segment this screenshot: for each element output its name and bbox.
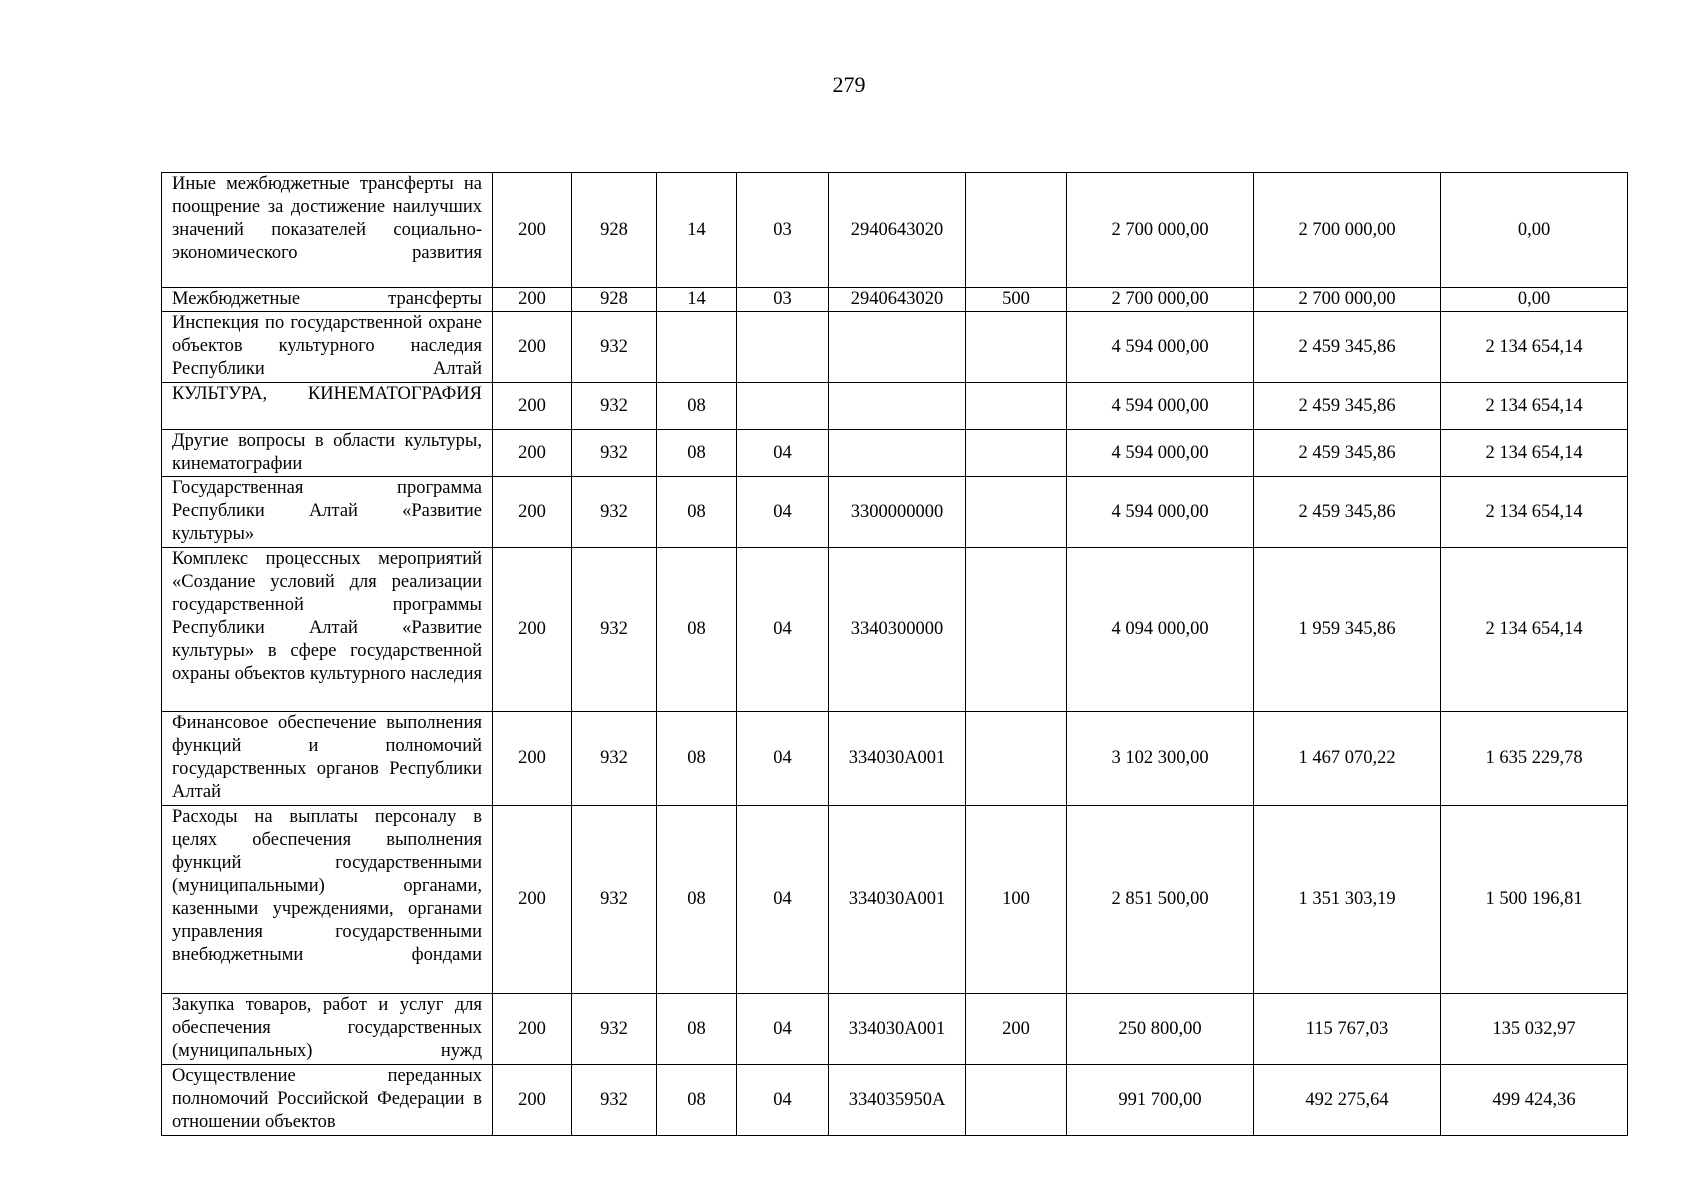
row-target-article-cell: 3340300000	[829, 548, 966, 712]
row-grbs-cell: 932	[572, 712, 657, 806]
row-expense-type-cell: 500	[966, 288, 1067, 312]
row-remainder-amount-cell: 499 424,36	[1441, 1065, 1628, 1136]
row-executed-amount-cell: 1 351 303,19	[1254, 806, 1441, 994]
table-row	[162, 994, 1628, 1065]
row-subsection-cell: 03	[737, 173, 829, 288]
table-row	[162, 548, 1628, 712]
row-remainder-amount-cell: 0,00	[1441, 288, 1628, 312]
row-grbs-cell: 932	[572, 548, 657, 712]
row-plan-amount-cell: 4 594 000,00	[1067, 312, 1254, 383]
row-grbs-cell: 932	[572, 1065, 657, 1136]
row-section-cell: 08	[657, 548, 737, 712]
row-expense-type-cell	[966, 712, 1067, 806]
row-remainder-amount-cell: 2 134 654,14	[1441, 383, 1628, 430]
row-subsection-cell: 04	[737, 477, 829, 548]
row-code-cell: 200	[493, 430, 572, 477]
row-target-article-cell	[829, 383, 966, 430]
row-code-cell: 200	[493, 288, 572, 312]
row-section-cell: 14	[657, 288, 737, 312]
table-row	[162, 712, 1628, 806]
table-row	[162, 477, 1628, 548]
row-remainder-amount-cell: 2 134 654,14	[1441, 548, 1628, 712]
row-target-article-cell: 334030А001	[829, 806, 966, 994]
row-target-article-cell	[829, 430, 966, 477]
row-plan-amount-cell: 4 594 000,00	[1067, 430, 1254, 477]
row-name-cell: Иные межбюджетные трансферты на поощрение за достижение наилучших значений показателей социально-экономического развития	[162, 173, 493, 288]
row-expense-type-cell	[966, 430, 1067, 477]
row-remainder-amount-cell: 2 134 654,14	[1441, 312, 1628, 383]
row-subsection-cell: 03	[737, 288, 829, 312]
row-executed-amount-cell: 2 700 000,00	[1254, 288, 1441, 312]
row-section-cell	[657, 312, 737, 383]
row-section-cell: 14	[657, 173, 737, 288]
row-code-cell: 200	[493, 383, 572, 430]
row-grbs-cell: 928	[572, 288, 657, 312]
row-section-cell: 08	[657, 712, 737, 806]
row-remainder-amount-cell: 1 500 196,81	[1441, 806, 1628, 994]
row-executed-amount-cell: 2 459 345,86	[1254, 312, 1441, 383]
page-number: 279	[832, 72, 866, 97]
row-target-article-cell: 334030А001	[829, 712, 966, 806]
row-expense-type-cell	[966, 312, 1067, 383]
row-executed-amount-cell: 1 959 345,86	[1254, 548, 1441, 712]
row-subsection-cell: 04	[737, 806, 829, 994]
table-row	[162, 173, 1628, 288]
row-grbs-cell: 932	[572, 994, 657, 1065]
row-plan-amount-cell: 991 700,00	[1067, 1065, 1254, 1136]
row-section-cell: 08	[657, 994, 737, 1065]
row-plan-amount-cell: 4 594 000,00	[1067, 383, 1254, 430]
row-name-cell: Расходы на выплаты персоналу в целях обеспечения выполнения функций государственными (муниципальными) органами, казенными учреждениями, органами управления государственными внебюджетными фондами	[162, 806, 493, 994]
row-name-cell: Государственная программа Республики Алтай «Развитие культуры»	[162, 477, 493, 548]
row-name-cell: Другие вопросы в области культуры, кинематографии	[162, 430, 493, 477]
row-code-cell: 200	[493, 994, 572, 1065]
row-code-cell: 200	[493, 1065, 572, 1136]
row-subsection-cell	[737, 312, 829, 383]
row-name-cell: КУЛЬТУРА, КИНЕМАТОГРАФИЯ	[162, 383, 493, 430]
row-target-article-cell: 3300000000	[829, 477, 966, 548]
row-target-article-cell: 2940643020	[829, 173, 966, 288]
table-row	[162, 383, 1628, 430]
row-name-cell: Комплекс процессных мероприятий «Создание условий для реализации государственной программы Республики Алтай «Развитие культуры» в сфере государственной охраны объектов культурного наследия	[162, 548, 493, 712]
row-expense-type-cell: 200	[966, 994, 1067, 1065]
row-section-cell: 08	[657, 806, 737, 994]
row-name-cell: Межбюджетные трансферты	[162, 288, 493, 312]
row-plan-amount-cell: 2 851 500,00	[1067, 806, 1254, 994]
row-grbs-cell: 932	[572, 430, 657, 477]
row-executed-amount-cell: 2 459 345,86	[1254, 430, 1441, 477]
row-plan-amount-cell: 2 700 000,00	[1067, 173, 1254, 288]
row-executed-amount-cell: 1 467 070,22	[1254, 712, 1441, 806]
row-remainder-amount-cell: 0,00	[1441, 173, 1628, 288]
row-subsection-cell: 04	[737, 994, 829, 1065]
row-subsection-cell: 04	[737, 712, 829, 806]
row-executed-amount-cell: 2 700 000,00	[1254, 173, 1441, 288]
row-plan-amount-cell: 4 594 000,00	[1067, 477, 1254, 548]
row-executed-amount-cell: 115 767,03	[1254, 994, 1441, 1065]
row-name-cell: Закупка товаров, работ и услуг для обеспечения государственных (муниципальных) нужд	[162, 994, 493, 1065]
budget-table	[161, 172, 1628, 1136]
row-code-cell: 200	[493, 477, 572, 548]
row-code-cell: 200	[493, 173, 572, 288]
table-row	[162, 430, 1628, 477]
row-section-cell: 08	[657, 383, 737, 430]
row-executed-amount-cell: 492 275,64	[1254, 1065, 1441, 1136]
row-name-cell: Финансовое обеспечение выполнения функций и полномочий государственных органов Республики Алтай	[162, 712, 493, 806]
row-target-article-cell: 334035950А	[829, 1065, 966, 1136]
row-grbs-cell: 932	[572, 806, 657, 994]
row-section-cell: 08	[657, 1065, 737, 1136]
row-grbs-cell: 932	[572, 383, 657, 430]
row-target-article-cell: 2940643020	[829, 288, 966, 312]
row-code-cell: 200	[493, 548, 572, 712]
table-row	[162, 806, 1628, 994]
row-grbs-cell: 928	[572, 173, 657, 288]
row-section-cell: 08	[657, 430, 737, 477]
row-plan-amount-cell: 2 700 000,00	[1067, 288, 1254, 312]
row-code-cell: 200	[493, 312, 572, 383]
row-subsection-cell: 04	[737, 548, 829, 712]
row-remainder-amount-cell: 135 032,97	[1441, 994, 1628, 1065]
table-row	[162, 288, 1628, 312]
row-remainder-amount-cell: 2 134 654,14	[1441, 430, 1628, 477]
row-remainder-amount-cell: 1 635 229,78	[1441, 712, 1628, 806]
table-row	[162, 312, 1628, 383]
row-plan-amount-cell: 250 800,00	[1067, 994, 1254, 1065]
row-remainder-amount-cell: 2 134 654,14	[1441, 477, 1628, 548]
row-expense-type-cell	[966, 383, 1067, 430]
table-row	[162, 1065, 1628, 1136]
row-subsection-cell: 04	[737, 1065, 829, 1136]
row-expense-type-cell	[966, 1065, 1067, 1136]
row-plan-amount-cell: 3 102 300,00	[1067, 712, 1254, 806]
row-executed-amount-cell: 2 459 345,86	[1254, 477, 1441, 548]
row-name-cell: Инспекция по государственной охране объектов культурного наследия Республики Алтай	[162, 312, 493, 383]
row-target-article-cell	[829, 312, 966, 383]
row-subsection-cell	[737, 383, 829, 430]
row-executed-amount-cell: 2 459 345,86	[1254, 383, 1441, 430]
row-grbs-cell: 932	[572, 477, 657, 548]
row-expense-type-cell	[966, 477, 1067, 548]
row-expense-type-cell	[966, 173, 1067, 288]
row-expense-type-cell: 100	[966, 806, 1067, 994]
row-expense-type-cell	[966, 548, 1067, 712]
row-grbs-cell: 932	[572, 312, 657, 383]
row-code-cell: 200	[493, 712, 572, 806]
row-subsection-cell: 04	[737, 430, 829, 477]
row-target-article-cell: 334030А001	[829, 994, 966, 1065]
row-section-cell: 08	[657, 477, 737, 548]
row-plan-amount-cell: 4 094 000,00	[1067, 548, 1254, 712]
row-name-cell: Осуществление переданных полномочий Российской Федерации в отношении объектов	[162, 1065, 493, 1136]
row-code-cell: 200	[493, 806, 572, 994]
